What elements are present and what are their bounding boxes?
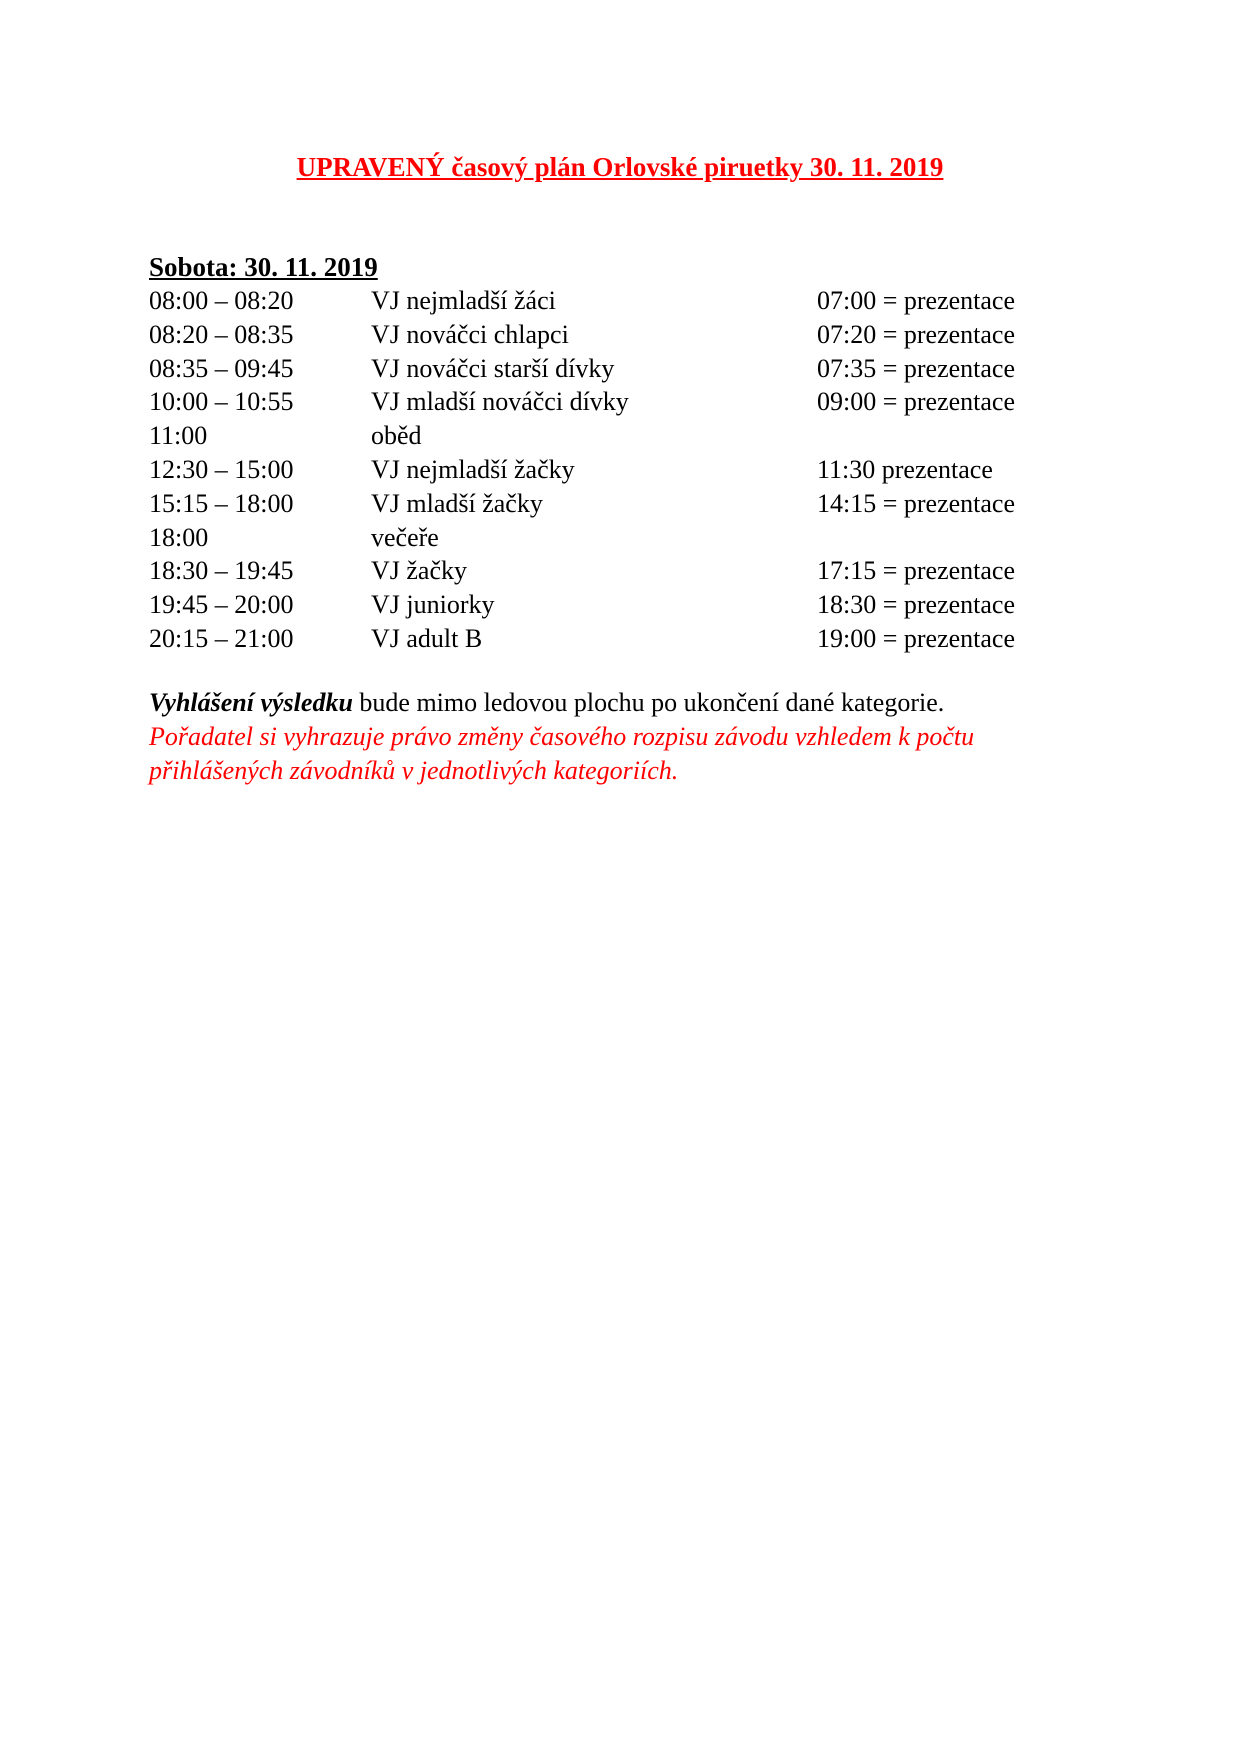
schedule-row (149, 419, 1149, 453)
schedule-registration: 09:00 = prezentace (817, 387, 1016, 417)
schedule-list (149, 284, 1149, 656)
schedule-registration: 07:00 = prezentace (817, 286, 1016, 315)
organizer-note: Pořadatel si vyhrazuje právo změny časového rozpisu závodu vzhledem k počtu přihlášených závodníků v jednotlivých kategoriích. (149, 722, 975, 785)
schedule-time: 18:00 (149, 522, 209, 552)
schedule-event: VJ adult B (371, 623, 483, 653)
schedule-event: VJ nejmladší žáci (371, 286, 556, 315)
schedule-event: VJ nejmladší žačky (371, 454, 575, 484)
schedule-registration: 07:20 = prezentace (817, 319, 1016, 349)
schedule-registration (817, 521, 1117, 555)
schedule-event: VJ nováčci starší dívky (371, 353, 615, 383)
schedule-registration: 07:35 = prezentace (817, 353, 1016, 383)
schedule-time: 20:15 – 21:00 (149, 623, 294, 653)
schedule-time: 11:00 (149, 421, 208, 451)
schedule-row (149, 554, 1149, 588)
day-heading: Sobota: 30. 11. 2019 (149, 252, 378, 282)
schedule-row (149, 453, 1149, 487)
schedule-row (149, 622, 1149, 656)
schedule-registration: 11:30 prezentace (817, 454, 993, 484)
schedule-event: VJ juniorky (371, 590, 495, 620)
schedule-event: oběd (371, 421, 422, 451)
schedule-row (149, 588, 1149, 622)
notes (149, 686, 1109, 788)
schedule-registration (817, 419, 1117, 453)
schedule-row (149, 284, 1149, 318)
page-title: UPRAVENÝ časový plán Orlovské piruetky 30. 11. 2019 (296, 152, 944, 182)
schedule-time: 08:20 – 08:35 (149, 319, 294, 349)
schedule-time: 10:00 – 10:55 (149, 387, 294, 417)
schedule-registration: 19:00 = prezentace (817, 623, 1016, 653)
schedule-row (149, 521, 1149, 555)
results-note (149, 686, 1109, 720)
schedule-time: 19:45 – 20:00 (149, 590, 294, 620)
schedule-row (149, 352, 1149, 386)
schedule-time: 12:30 – 15:00 (149, 454, 294, 484)
schedule-time: 18:30 – 19:45 (149, 556, 294, 586)
schedule-time: 08:00 – 08:20 (149, 286, 294, 315)
results-note-emphasis: Vyhlášení výsledku (149, 688, 353, 717)
schedule-time: 15:15 – 18:00 (149, 488, 294, 518)
schedule-row (149, 487, 1149, 521)
schedule-registration: 14:15 = prezentace (817, 488, 1016, 518)
schedule-event: VJ mladší nováčci dívky (371, 387, 629, 417)
schedule-registration: 17:15 = prezentace (817, 556, 1016, 586)
schedule-row (149, 318, 1149, 352)
schedule-registration: 18:30 = prezentace (817, 590, 1016, 620)
schedule-event: VJ nováčci chlapci (371, 319, 569, 349)
schedule-event: večeře (371, 522, 439, 552)
schedule-row (149, 385, 1149, 419)
results-note-text: bude mimo ledovou plochu po ukončení dané kategorie. (352, 688, 945, 717)
schedule-time: 08:35 – 09:45 (149, 353, 294, 383)
schedule-event: VJ mladší žačky (371, 488, 543, 518)
schedule-event: VJ žačky (371, 556, 468, 586)
